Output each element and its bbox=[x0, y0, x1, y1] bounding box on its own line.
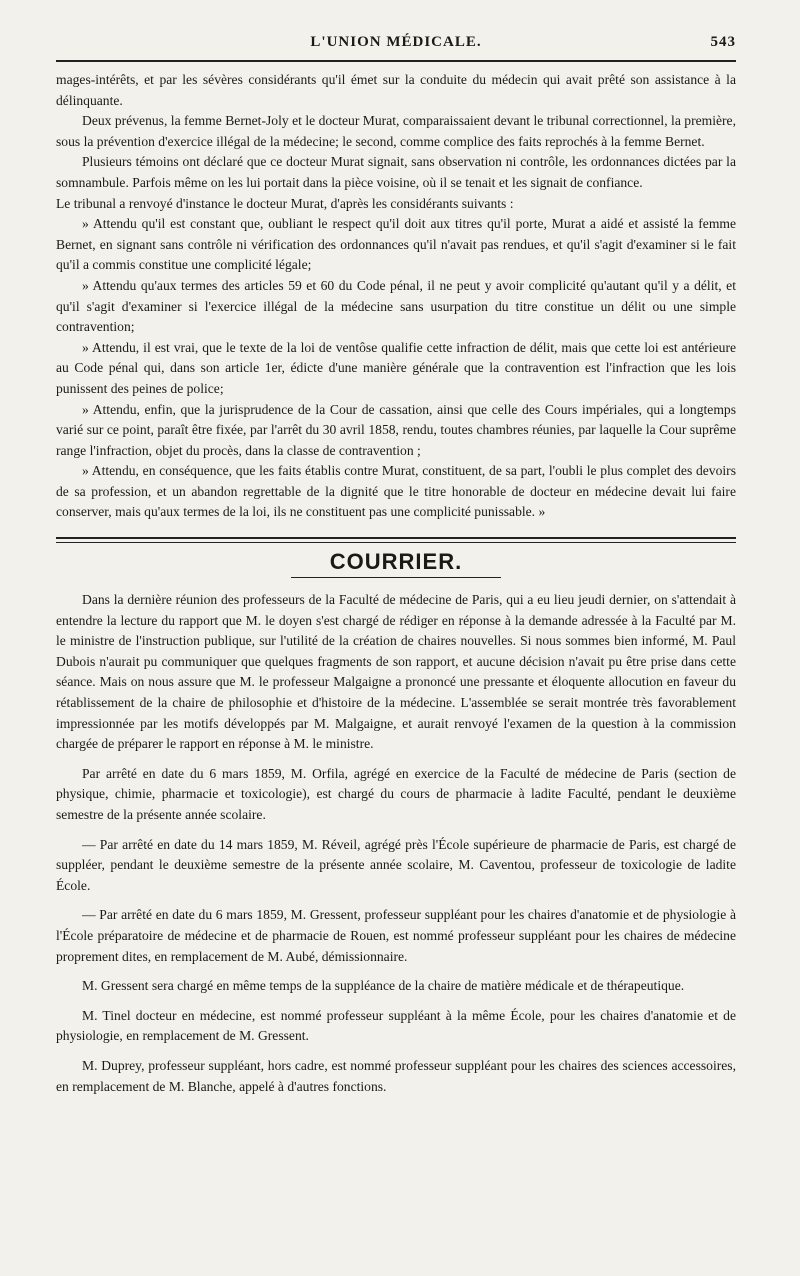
paragraph: — Par arrêté en date du 14 mars 1859, M. Réveil, agrégé près l'École supérieure de pharmacie de Paris, est chargé de suppléer, pendant le deuxième semestre de la présente année scolaire, M. Caventou, professeur de toxicologie de ladite École. bbox=[56, 836, 736, 893]
journal-title: L'UNION MÉDICALE. bbox=[310, 34, 482, 50]
courrier-section bbox=[56, 590, 736, 1097]
section-divider bbox=[56, 537, 736, 543]
paragraph: mages-intérêts, et par les sévères considérants qu'il émet sur la conduite du médecin qui avait prêté son assistance à la délinquante. bbox=[56, 72, 736, 108]
title-underline bbox=[291, 577, 501, 578]
paragraph: — Par arrêté en date du 6 mars 1859, M. Gressent, professeur suppléant pour les chaires d'anatomie et de physiologie à l'École préparatoire de médecine et de pharmacie de Rouen, est nommé professeur suppléant pour les chaires de médecine proprement dites, en remplacement de M. Aubé, démissionnaire. bbox=[56, 907, 736, 964]
paragraph: » Attendu, enfin, que la jurisprudence de la Cour de cassation, ainsi que celle des Cours impériales, qui a longtemps varié sur ce point, paraît être fixée, par l'arrêt du 30 avril 1858, rendu, toutes chambres réunies, par laquelle la Cour suprême range l'infraction, objet du procès, dans la classe de contravention ; bbox=[56, 401, 736, 458]
paragraph: Deux prévenus, la femme Bernet-Joly et le docteur Murat, comparaissaient devant le tribunal correctionnel, la première, sous la prévention d'exercice illégal de la médecine; le second, comme complice des faits reprochés à la femme Bernet. bbox=[56, 113, 736, 149]
paragraph: » Attendu qu'aux termes des articles 59 et 60 du Code pénal, il ne peut y avoir complicité qu'autant qu'il y a délit, et qu'il s'agit d'examiner si l'exercice illégal de la médecine sans usurpation du titre constitue un délit ou une simple contravention; bbox=[56, 277, 736, 335]
court-report-section bbox=[56, 70, 736, 523]
header-rule bbox=[56, 60, 736, 62]
paragraph: M. Gressent sera chargé en même temps de la suppléance de la chaire de matière médicale et de thérapeutique. bbox=[82, 978, 685, 994]
paragraph: Le tribunal a renvoyé d'instance le docteur Murat, d'après les considérants suivants : bbox=[56, 195, 514, 211]
paragraph: Dans la dernière réunion des professeurs de la Faculté de médecine de Paris, qui a eu lieu jeudi dernier, on s'attendait à entendre la lecture du rapport que M. le doyen s'est chargé de rédiger en réponse à la demande adressée à la Faculté par M. le ministre de l'instruction publique, sur l'utilité de la création de chaires nouvelles. Si nous sommes bien informé, M. Paul Dubois n'aurait pu communiquer que quelques fragments de son rapport, et aucune décision n'avait pu être prise dans cette séance. Mais on nous assure que M. le professeur Malgaigne a prononcé une pressante et éloquente allocution en faveur du rétablissement de la chaire de philosophie et d'histoire de la médecine. L'assemblée se serait montrée très favorablement impressionnée par les motifs développés par M. Malgaigne, et aurait renvoyé l'examen de la question à la commission chargée de préparer le rapport en réponse à M. le ministre. bbox=[56, 592, 736, 752]
paragraph: M. Duprey, professeur suppléant, hors cadre, est nommé professeur suppléant pour les chaires des sciences accessoires, en remplacement de M. Blanche, appelé à d'autres fonctions. bbox=[56, 1057, 736, 1094]
paragraph: » Attendu, il est vrai, que le texte de la loi de ventôse qualifie cette infraction de délit, mais que cette loi est antérieure au Code pénal qui, dans son article 1er, édicte d'une manière générale que la contravention est l'infraction que les lois punissent des peines de police; bbox=[56, 339, 736, 396]
paragraph: Par arrêté en date du 6 mars 1859, M. Orfila, agrégé en exercice de la Faculté de médecine de Paris (section de physique, chimie, pharmacie et toxicologie), est chargé du cours de pharmacie à ladite Faculté, pendant le deuxième semestre de la présente année scolaire. bbox=[56, 765, 736, 822]
paragraph: » Attendu, en conséquence, que les faits établis contre Murat, constituent, de sa part, l'oubli le plus complet des devoirs de sa profession, et un abandon regrettable de la dignité que le titre honorable de docteur en médecine devait lui faire conserver, mais qu'aux termes de la loi, ils ne constituent pas une complicité punissable. » bbox=[56, 463, 736, 520]
paragraph: M. Tinel docteur en médecine, est nommé professeur suppléant à la même École, pour les chaires d'anatomie et de physiologie, en remplacement de M. Gressent. bbox=[56, 1007, 736, 1044]
page-number: 543 bbox=[710, 34, 736, 50]
paragraph: Plusieurs témoins ont déclaré que ce docteur Murat signait, sans observation ni contrôle, les ordonnances dictées par la somnambule. Parfois même on les lui portait dans la pièce voisine, où il se tenait et les signait de confiance. bbox=[56, 154, 736, 190]
section-title: COURRIER. bbox=[329, 549, 463, 575]
paragraph: » Attendu qu'il est constant que, oubliant le respect qu'il doit aux titres qu'il porte, Murat a aidé et assisté la femme Bernet, en signant sans contrôle ni vérification des ordonnances qu'il n'avait pas rendues, et qu'il s'agit d'examiner si le fait qu'il a commis constitue une complicité légale; bbox=[56, 216, 736, 273]
running-header bbox=[56, 34, 736, 56]
document-page bbox=[56, 34, 736, 1106]
